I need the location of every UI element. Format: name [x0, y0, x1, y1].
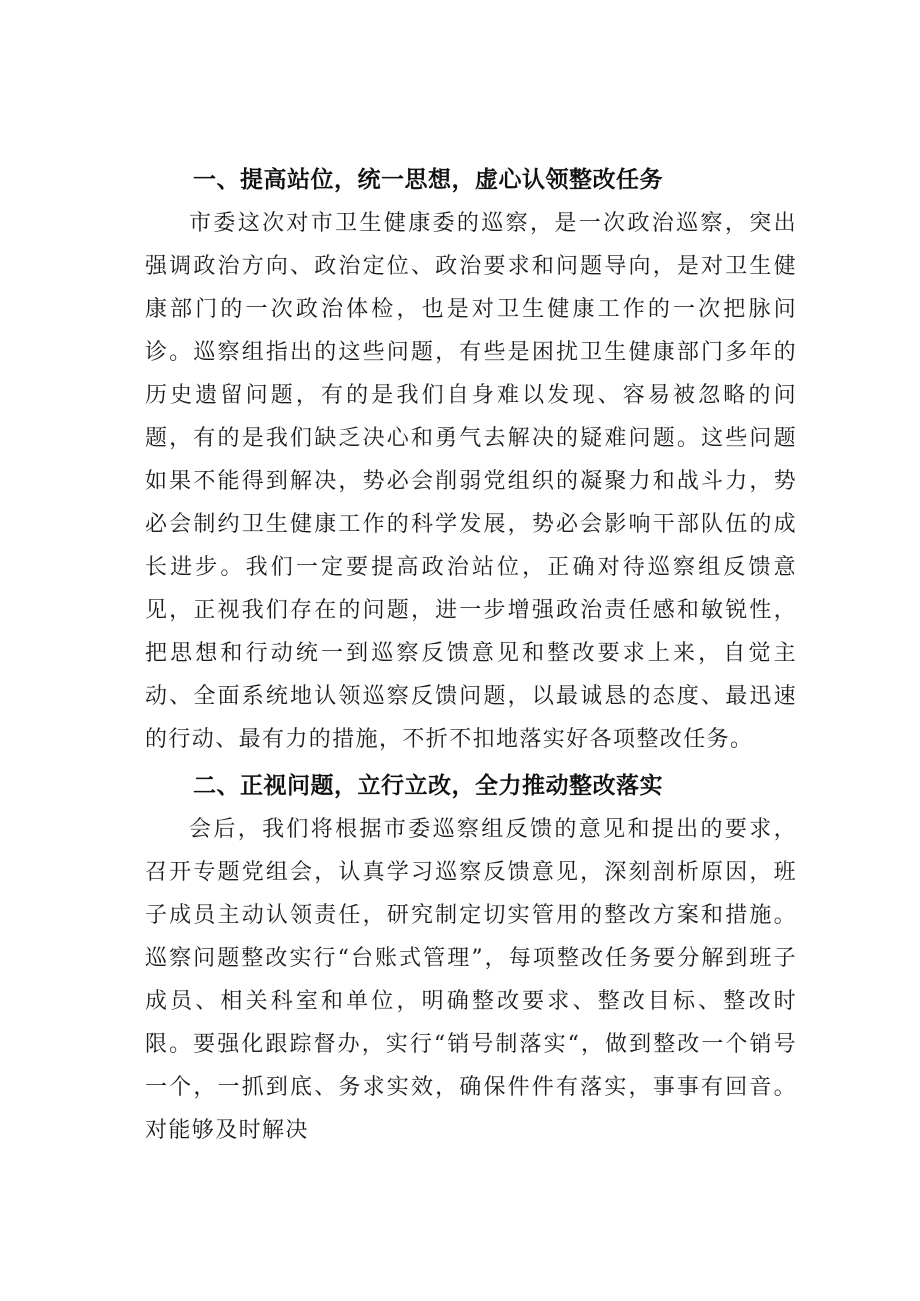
document-body [145, 158, 797, 1152]
section-paragraph: 市委这次对市卫生健康委的巡察，是一次政治巡察，突出强调政治方向、政治定位、政治要求和问题导向，是对卫生健康部门的一次政治体检，也是对卫生健康工作的一次把脉问诊。巡察组指出的这些问题，有些是困扰卫生健康部门多年的历史遗留问题，有的是我们自身难以发现、容易被忽略的问题，有的是我们缺乏决心和勇气去解决的疑难问题。这些问题如果不能得到解决，势必会削弱党组织的凝聚力和战斗力，势必会制约卫生健康工作的科学发展，势必会影响干部队伍的成长进步。我们一定要提高政治站位，正确对待巡察组反馈意见，正视我们存在的问题，进一步增强政治责任感和敏锐性，把思想和行动统一到巡察反馈意见和整改要求上来，自觉主动、全面系统地认领巡察反馈问题，以最诚恳的态度、最迅速的行动、最有力的措施，不折不扣地落实好各项整改任务。 [145, 211, 797, 752]
section-heading: 一、提高站位，统一思想，虚心认领整改任务 [193, 167, 663, 193]
section-2 [145, 764, 797, 1152]
section-paragraph: 会后，我们将根据市委巡察组反馈的意见和提出的要求，召开专题党组会，认真学习巡察反馈意见，深刻剖析原因，班子成员主动认领责任，研究制定切实管用的整改方案和措施。巡察问题整改实行“台账式管理”，每项整改任务要分解到班子成员、相关科室和单位，明确整改要求、整改目标、整改时限。要强化跟踪督办，实行“销号制落实“，做到整改一个销号一个，一抓到底、务求实效，确保件件有落实，事事有回音。对能够及时解决 [145, 817, 797, 1143]
section-heading: 二、正视问题，立行立改，全力推动整改落实 [193, 773, 663, 799]
section-1 [145, 158, 797, 761]
